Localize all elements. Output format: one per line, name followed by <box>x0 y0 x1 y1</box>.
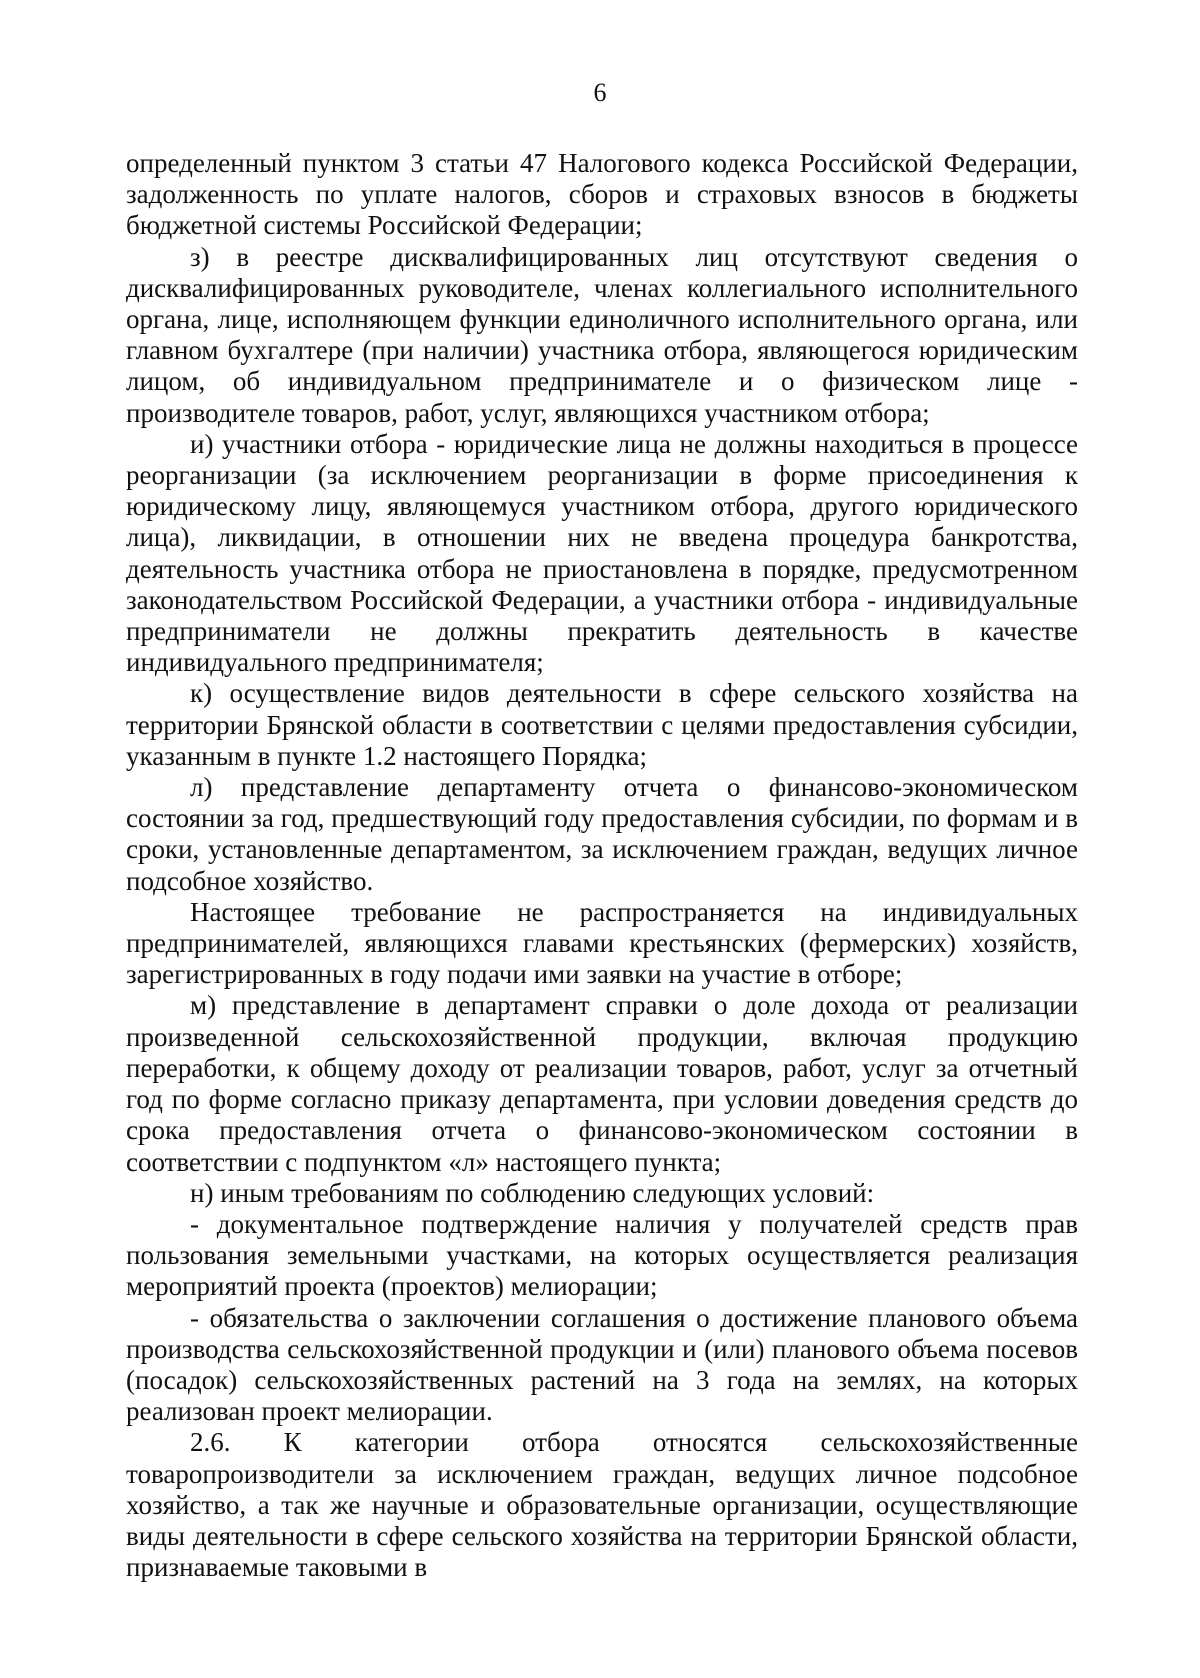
paragraph-requirement-note: Настоящее требование не распространяется на индивидуальных предпринимателей, являющихся главами крестьянских (фермерских) хозяйств, зарегистрированных в году подачи ими заявки на участие в отборе; <box>126 896 1078 990</box>
paragraph-item-m: м) представление в департамент справки о доле дохода от реализации произведенной сельскохозяйственной продукции, включая продукцию переработки, к общему доходу от реализации товаров, работ, услуг за отчетный год по форме согласно приказу департамента, при условии доведения средств до срока предоставления отчета о финансово-экономическом состоянии в соответствии с подпунктом «л» настоящего пункта; <box>126 990 1078 1177</box>
paragraph-continuation: определенный пунктом 3 статьи 47 Налогового кодекса Российской Федерации, задолженность по уплате налогов, сборов и страховых взносов в бюджеты бюджетной системы Российской Федерации; <box>126 148 1078 241</box>
paragraph-section-2-6: 2.6. К категории отбора относятся сельскохозяйственные товаропроизводители за исключением граждан, ведущих личное подсобное хозяйство, а так же научные и образовательные организации, осуществляющие виды деятельности в сфере сельского хозяйства на территории Брянской области, признаваемые таковыми в <box>126 1427 1078 1583</box>
paragraph-condition-2: - обязательства о заключении соглашения о достижение планового объема производства сельскохозяйственной продукции и (или) планового объема посевов (посадок) сельскохозяйственных растений на 3 года на землях, на которых реализован проект мелиорации. <box>126 1302 1078 1427</box>
paragraph-item-i: и) участники отбора - юридические лица не должны находиться в процессе реорганизации (за исключением реорганизации в форме присоединения к юридическому лицу, являющемуся участником отбора, другого юридического лица), ликвидации, в отношении них не введена процедура банкротства, деятельность участника отбора не приостановлена в порядке, предусмотренном законодательством Российской Федерации, а участники отбора - индивидуальные предприниматели не должны прекратить деятельность в качестве индивидуального предпринимателя; <box>126 428 1078 678</box>
paragraph-item-z: з) в реестре дисквалифицированных лиц отсутствуют сведения о дисквалифицированных руководителе, членах коллегиального исполнительного органа, лице, исполняющем функции единоличного исполнительного органа, или главном бухгалтере (при наличии) участника отбора, являющегося юридическим лицом, об индивидуальном предпринимателе и о физическом лице - производителе товаров, работ, услуг, являющихся участником отбора; <box>126 241 1078 428</box>
page-number: 6 <box>593 78 607 107</box>
paragraph-item-l: л) представление департаменту отчета о финансово-экономическом состоянии за год, предшествующий году предоставления субсидии, по формам и в сроки, установленные департаментом, за исключением граждан, ведущих личное подсобное хозяйство. <box>126 772 1078 896</box>
document-body <box>126 148 1078 1583</box>
paragraph-condition-1: - документальное подтверждение наличия у получателей средств прав пользования земельными участками, на которых осуществляется реализация мероприятий проекта (проектов) мелиорации; <box>126 1208 1078 1302</box>
paragraph-item-k: к) осуществление видов деятельности в сфере сельского хозяйства на территории Брянской области в соответствии с целями предоставления субсидии, указанным в пункте 1.2 настоящего Порядка; <box>126 678 1078 771</box>
paragraph-item-n: н) иным требованиям по соблюдению следующих условий: <box>190 1177 875 1208</box>
